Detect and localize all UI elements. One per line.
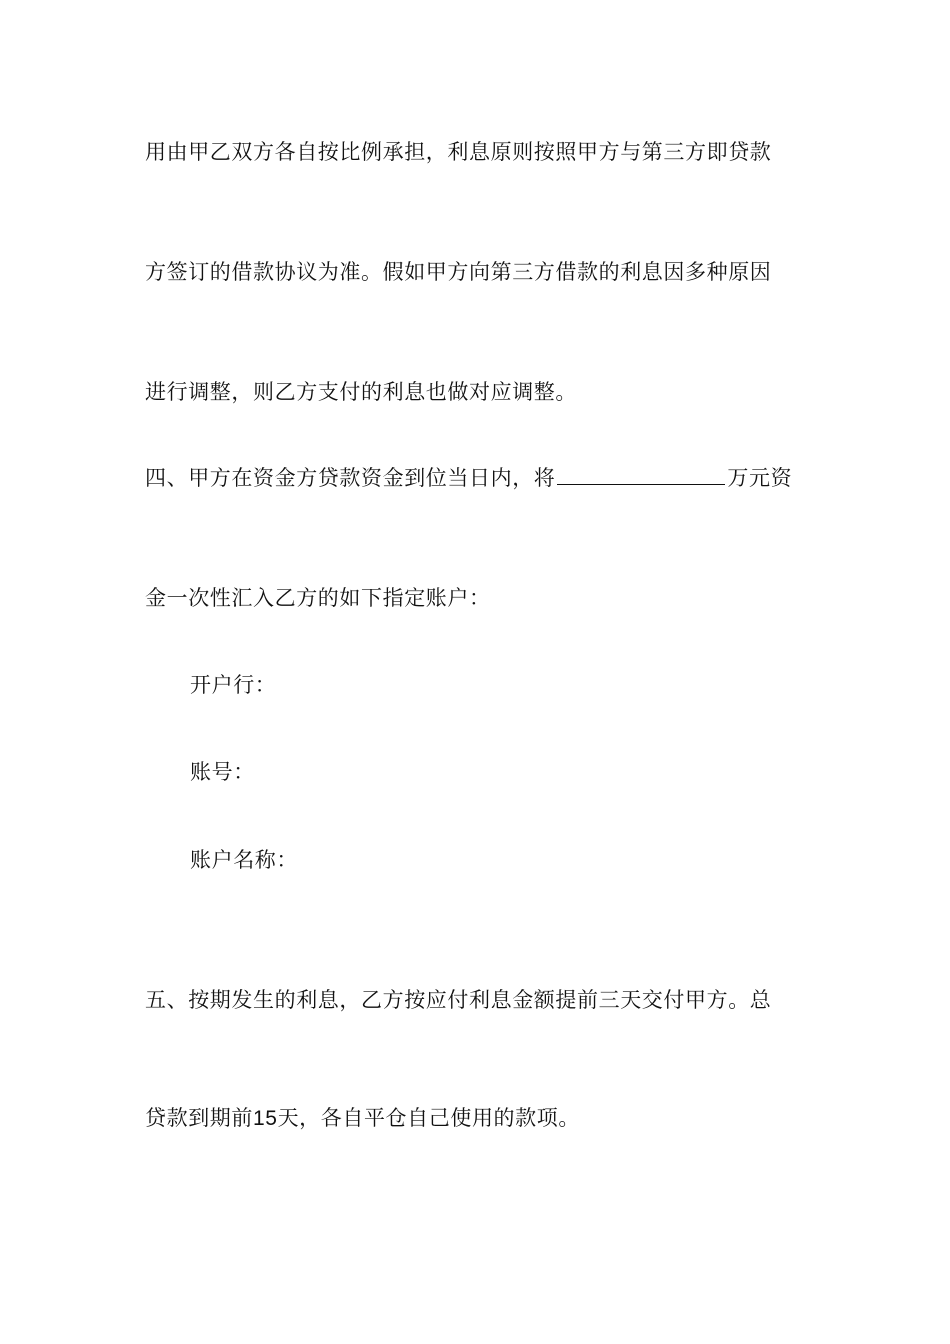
clause-4-line-2: 金一次性汇入乙方的如下指定账户： (145, 586, 491, 610)
account-name-label: 账户名称： (190, 848, 298, 872)
account-number-label: 账号： (190, 760, 255, 784)
amount-blank (557, 464, 725, 485)
clause-5-line-2 (145, 1104, 815, 1133)
clause-4-text-before: 四、甲方在资金方贷款资金到位当日内，将 (145, 466, 556, 490)
clause-4-line-1 (145, 464, 815, 492)
bank-label: 开户行： (190, 673, 277, 697)
paragraph-line-3: 进行调整，则乙方支付的利息也做对应调整。 (145, 380, 577, 404)
clause-5-text-before: 贷款到期前 (145, 1106, 253, 1130)
paragraph-line-1: 用由甲乙双方各自按比例承担，利息原则按照甲方与第三方即贷款 (145, 140, 772, 164)
days-number: 15 (253, 1107, 278, 1130)
paragraph-line-2: 方签订的借款协议为准。假如甲方向第三方借款的利息因多种原因 (145, 260, 772, 284)
clause-5-text-after: 天，各自平仓自己使用的款项。 (277, 1106, 580, 1130)
clause-5-line-1: 五、按期发生的利息，乙方按应付利息金额提前三天交付甲方。总 (145, 988, 772, 1012)
clause-4-text-after: 万元资 (727, 466, 793, 490)
